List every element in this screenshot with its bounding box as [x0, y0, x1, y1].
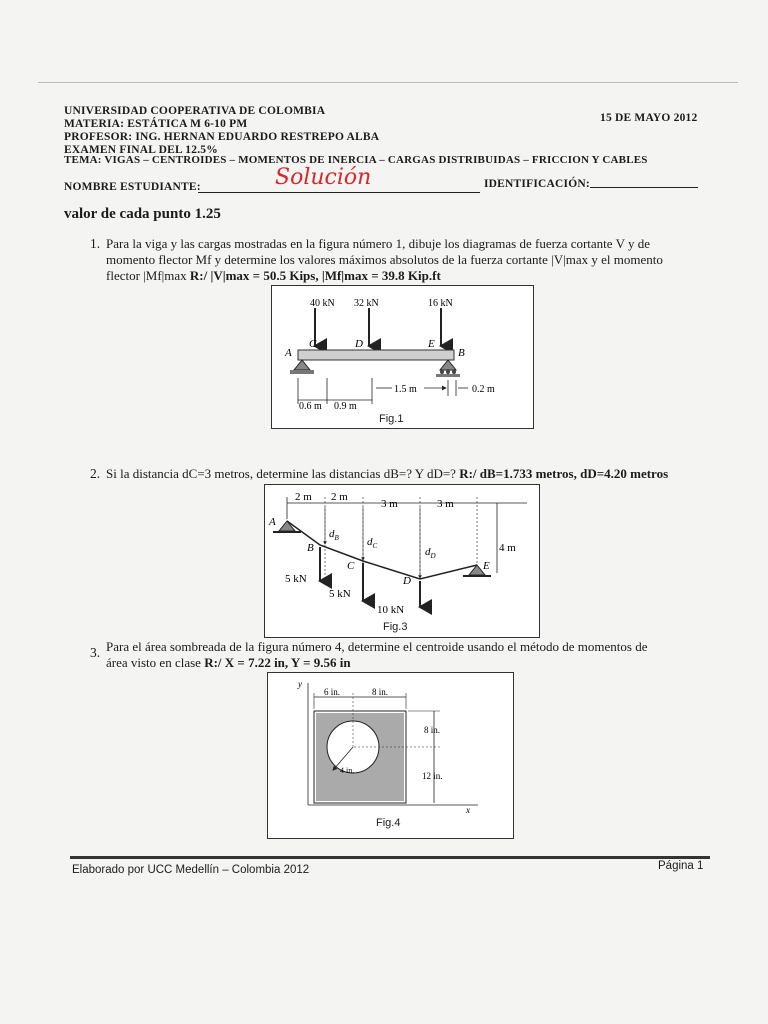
dim-3m-b: 3 m — [437, 498, 454, 510]
top-rule — [38, 82, 738, 83]
load-10kn-d: 10 kN — [377, 604, 405, 616]
load-5kn-b: 5 kN — [285, 573, 307, 585]
figure-3-caption: Fig.3 — [383, 621, 408, 633]
id-line — [590, 187, 698, 188]
point-e: E — [428, 338, 435, 350]
point-c: C — [309, 338, 317, 350]
figure-1-beam-diagram — [272, 286, 533, 428]
axis-y: y — [298, 679, 302, 689]
dim-8in-top: 8 in. — [372, 687, 389, 697]
figure-3-cable-diagram — [265, 485, 539, 637]
dim-1.5m: 1.5 m — [394, 384, 417, 395]
dim-12in: 12 in. — [422, 771, 443, 781]
dim-6in: 6 in. — [324, 687, 341, 697]
footer-credit: Elaborado por UCC Medellín – Colombia 2012 — [72, 864, 310, 876]
question-3-line2 — [106, 654, 351, 671]
load-32kn: 32 kN — [354, 298, 379, 309]
figure-4 — [267, 672, 514, 839]
subject-line: MATERIA: ESTÁTICA M 6-10 PM — [64, 118, 248, 130]
load-16kn: 16 kN — [428, 298, 453, 309]
student-name-line — [198, 192, 480, 193]
question-1-number: 1. — [90, 236, 101, 251]
professor-line: PROFESOR: ING. HERNAN EDUARDO RESTREPO ALBA — [64, 131, 380, 143]
dim-0.6m: 0.6 m — [299, 401, 322, 412]
point-b: B — [458, 347, 465, 359]
question-1-line3 — [106, 267, 441, 284]
figure-1-caption: Fig.1 — [379, 413, 404, 425]
point-d: D — [355, 338, 363, 350]
d-c-label: $d_C$ — [367, 536, 378, 550]
footer-page-number: Página 1 — [658, 860, 704, 872]
point-c-fig3: C — [347, 560, 355, 572]
d-d-label: $d_D$ — [425, 546, 436, 560]
load-40kn: 40 kN — [310, 298, 335, 309]
university-name: UNIVERSIDAD COOPERATIVA DE COLOMBIA — [64, 105, 326, 117]
load-5kn-c: 5 kN — [329, 588, 351, 600]
dim-2m-b: 2 m — [331, 491, 348, 503]
question-3-number: 3. — [90, 645, 101, 660]
dim-8in-right: 8 in. — [424, 725, 441, 735]
question-1-line2: momento flector Mf y determine los valores máximos absolutos de la fuerza cortante |V|max y el momento — [106, 252, 663, 267]
question-2-prompt: Si la distancia dC=3 metros, determine las distancias dB=? Y dD=? — [106, 466, 456, 481]
dim-0.2m: 0.2 m — [472, 384, 495, 395]
student-name-value: Solución — [275, 165, 372, 190]
question-1-line3-prefix: flector |Mf|max — [106, 268, 190, 283]
dim-2m-a: 2 m — [295, 491, 312, 503]
figure-4-area-diagram — [268, 673, 513, 838]
dim-0.9m: 0.9 m — [334, 401, 357, 412]
question-2-answer: R:/ dB=1.733 metros, dD=4.20 metros — [459, 466, 669, 481]
exam-date: 15 DE MAYO 2012 — [600, 112, 698, 124]
figure-3 — [264, 484, 540, 638]
point-b-fig3: B — [307, 542, 314, 554]
question-2-text — [106, 465, 668, 482]
figure-1 — [271, 285, 534, 429]
student-name-label: NOMBRE ESTUDIANTE: — [64, 181, 201, 193]
question-3-line1: Para el área sombreada de la figura número 4, determine el centroide usando el método de momentos de — [106, 639, 648, 654]
dim-4in-radius: 4 in. — [340, 766, 355, 775]
point-a-fig3: A — [269, 516, 276, 528]
topic-line: TEMA: VIGAS – CENTROIDES – MOMENTOS DE INERCIA – CARGAS DISTRIBUIDAS – FRICCION Y CABLES — [64, 154, 648, 166]
dim-4m: 4 m — [499, 542, 516, 554]
footer-rule — [70, 856, 710, 859]
question-3-answer: R:/ X = 7.22 in, Y = 9.56 in — [204, 655, 351, 670]
question-1-line1: Para la viga y las cargas mostradas en la figura número 1, dibuje los diagramas de fuerza cortante V y de — [106, 236, 651, 251]
exam-line: EXAMEN FINAL DEL 12.5% — [64, 144, 218, 156]
figure-4-caption: Fig.4 — [376, 817, 401, 829]
axis-x: x — [466, 805, 470, 815]
point-d-fig3: D — [403, 575, 411, 587]
question-1-answer: R:/ |V|max = 50.5 Kips, |Mf|max = 39.8 Kip.ft — [189, 268, 441, 283]
dim-3m-a: 3 m — [381, 498, 398, 510]
question-3-line2-prefix: área visto en clase — [106, 655, 205, 670]
point-a: A — [285, 347, 292, 359]
d-b-label: $d_B$ — [329, 528, 339, 542]
points-note: valor de cada punto 1.25 — [64, 206, 221, 222]
id-label: IDENTIFICACIÓN: — [484, 178, 590, 190]
point-e-fig3: E — [483, 560, 490, 572]
question-2-number: 2. — [90, 466, 101, 481]
